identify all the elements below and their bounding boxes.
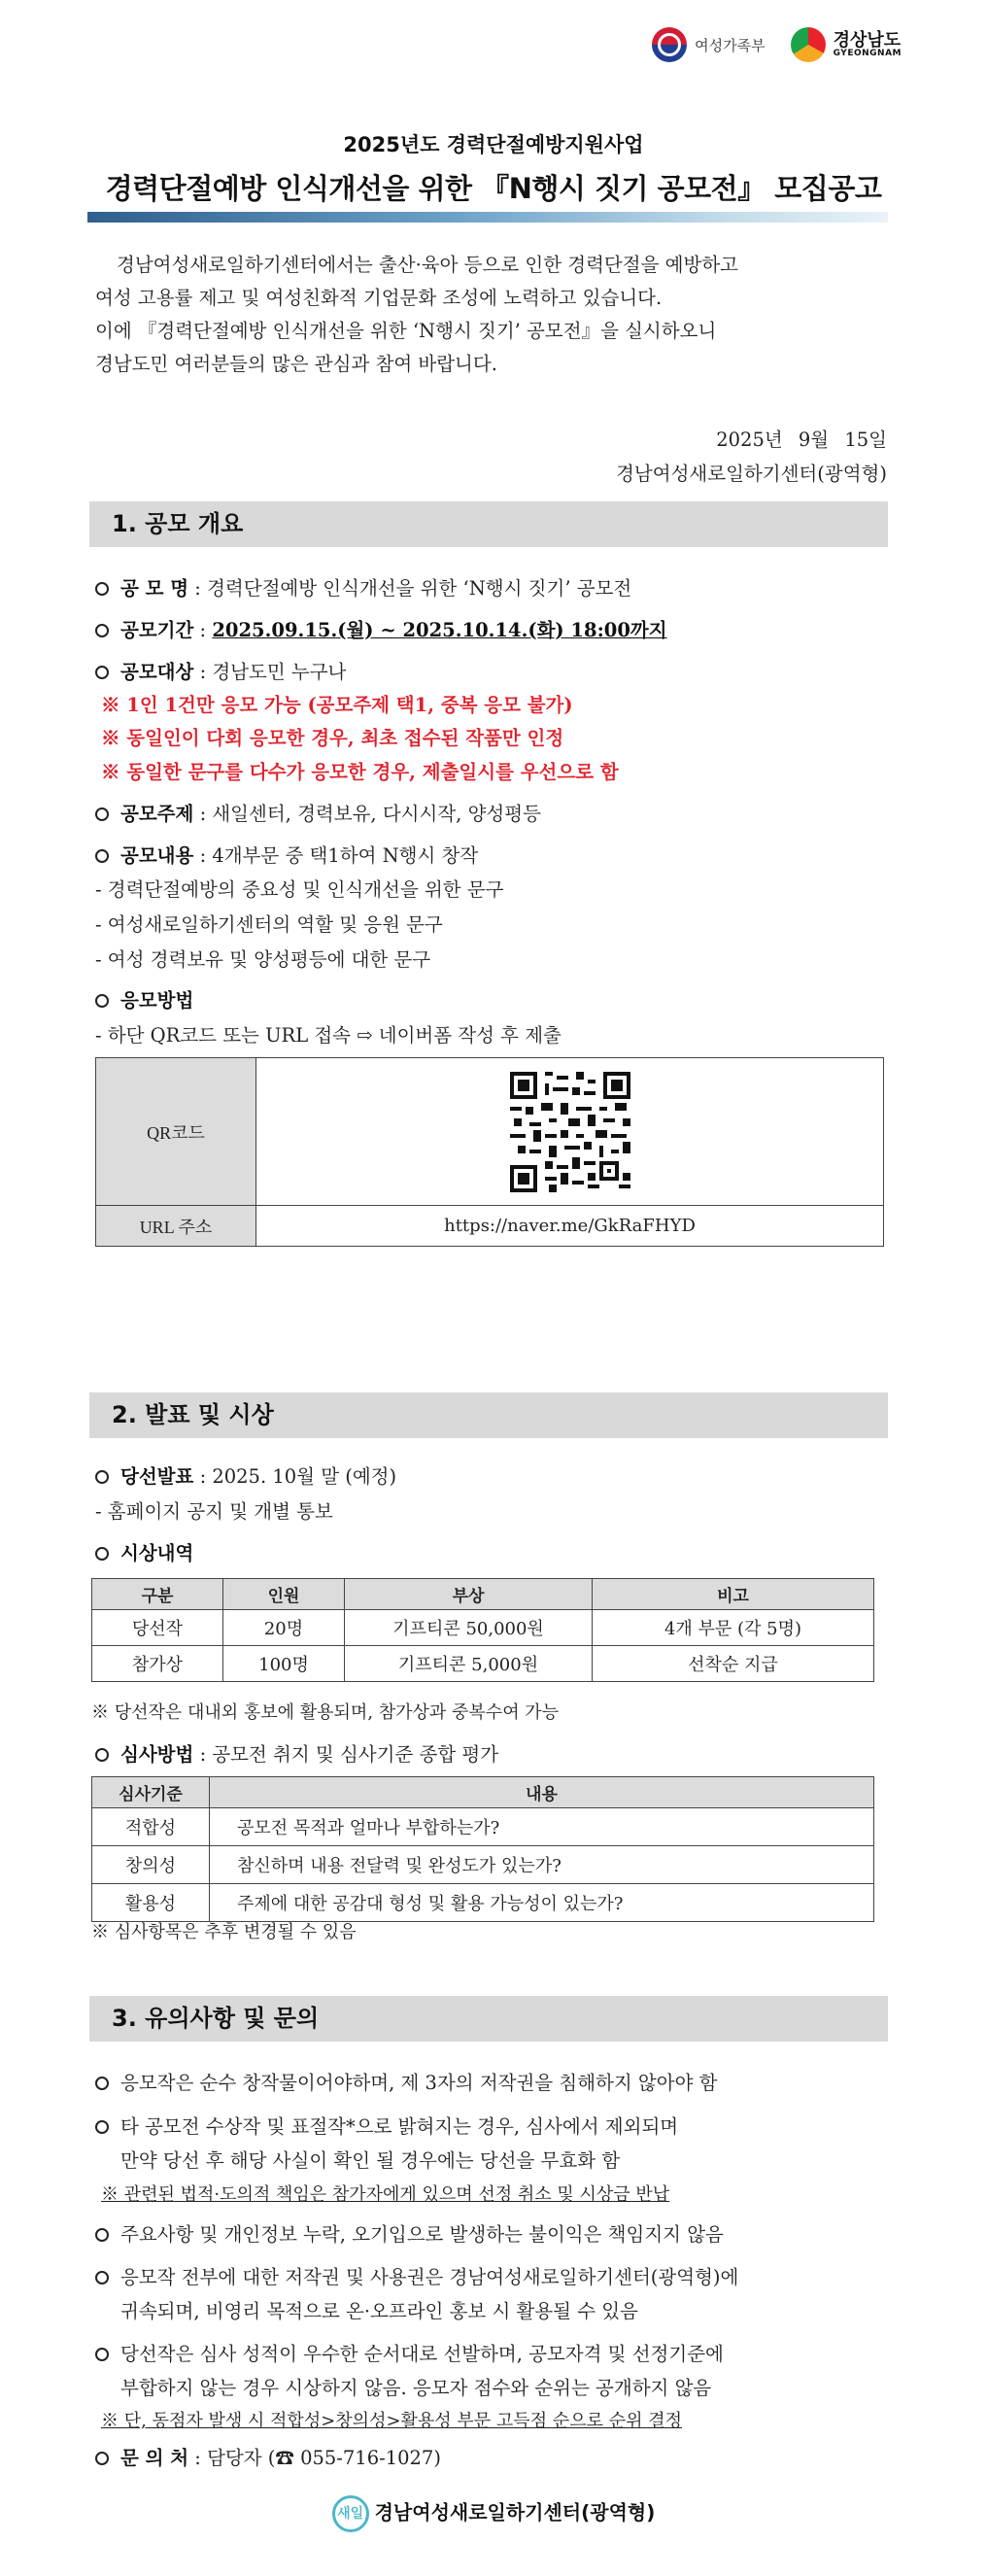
bullet-circle-icon <box>95 2077 109 2090</box>
caution-item <box>95 2219 724 2247</box>
row-label: 공 모 명 <box>120 577 189 600</box>
intro-line: 경남여성새로일하기센터에서는 출산·육아 등으로 인한 경력단절을 예방하고 <box>117 254 738 276</box>
warning-line: ※ 동일인이 다회 응모한 경우, 최초 접수된 작품만 인정 <box>101 727 564 749</box>
caution-text: 타 공모전 수상작 및 표절작*으로 밝혀지는 경우, 심사에서 제외되며 <box>120 2115 679 2138</box>
table-cell: 주제에 대한 공감대 형성 및 활용 가능성이 있는가? <box>210 1884 874 1922</box>
bullet-circle-icon <box>95 624 109 637</box>
row-label: 공모대상 <box>120 661 194 683</box>
table-cell: 참신하며 내용 전달력 및 완성도가 있는가? <box>210 1846 874 1884</box>
row-value: 2025.09.15.(월) ~ 2025.10.14.(화) 18:00까지 <box>212 619 667 641</box>
method-detail: - 하단 QR코드 또는 URL 접속 ⇨ 네이버폼 작성 후 제출 <box>95 1024 562 1047</box>
table-cell: 20명 <box>223 1610 345 1646</box>
table-cell: 참가상 <box>92 1646 223 1682</box>
table-cell: 활용성 <box>92 1884 210 1922</box>
intro-line: 이에 『경력단절예방 인식개선을 위한 ‘N행시 짓기’ 공모전』을 실시하오니 <box>95 320 717 342</box>
contest-period-row: 공모기간 : 2025.09.15.(월) ~ 2025.10.14.(화) 18:00까지 <box>95 615 667 642</box>
table-cell: 기프티콘 5,000원 <box>345 1646 593 1682</box>
table-header: 비고 <box>593 1579 874 1610</box>
contest-content-row <box>95 841 478 868</box>
qr-url-table <box>95 1057 884 1247</box>
table-cell: 4개 부문 (각 5명) <box>593 1610 874 1646</box>
caution-text: 응모작은 순수 창작물이어야하며, 제 3자의 저작권을 침해하지 않아야 함 <box>120 2072 718 2094</box>
table-row <box>92 1808 874 1846</box>
section-heading: 3. 유의사항 및 문의 <box>89 1996 888 2042</box>
content-item: - 경력단절예방의 중요성 및 인식개선을 위한 문구 <box>95 878 504 901</box>
row-value: : 공모전 취지 및 심사기준 종합 평가 <box>199 1743 499 1766</box>
caution-text-cont: 부합하지 않는 경우 시상하지 않음. 응모자 점수와 순위는 공개하지 않음 <box>120 2377 712 2399</box>
saeil-logo-icon: 새일 <box>332 2495 369 2532</box>
row-value: : 경남도민 누구나 <box>199 661 347 683</box>
header-logos <box>652 27 902 62</box>
award-note: ※ 당선작은 대내외 홍보에 활용되며, 참가상과 중복수여 가능 <box>91 1702 560 1723</box>
caution-text-cont: 귀속되며, 비영리 목적으로 온·오프라인 홍보 시 활용될 수 있음 <box>120 2300 638 2322</box>
row-value: : 2025. 10월 말 (예정) <box>199 1465 397 1488</box>
table-cell: 공모전 목적과 얼마나 부합하는가? <box>210 1808 874 1846</box>
bullet-circle-icon <box>95 1547 109 1561</box>
table-row <box>92 1846 874 1884</box>
warning-line: ※ 1인 1건만 응모 가능 (공모주제 택1, 중복 응모 불가) <box>101 694 573 716</box>
notice-subtitle: 2025년도 경력단절예방지원사업 <box>343 133 644 156</box>
bullet-circle-icon <box>95 1470 109 1484</box>
caution-text: 주요사항 및 개인정보 누락, 오기입으로 발생하는 불이익은 책임지지 않음 <box>120 2223 724 2246</box>
table-header: 내용 <box>210 1777 874 1808</box>
caution-note: ※ 관련된 법적·도의적 책임은 참가자에게 있으며 선정 취소 및 시상금 반납 <box>101 2184 670 2205</box>
bullet-circle-icon <box>95 849 109 863</box>
row-label: 공모기간 <box>120 619 194 641</box>
row-value: : 4개부문 중 택1하여 N행시 창작 <box>199 844 479 867</box>
caution-item <box>95 2262 738 2289</box>
table-header: 인원 <box>223 1579 345 1610</box>
content-item: - 여성새로일하기센터의 역할 및 응원 문구 <box>95 913 443 936</box>
bullet-circle-icon <box>95 666 109 679</box>
intro-line: 경남도민 여러분들의 많은 관심과 참여 바랍니다. <box>95 353 497 375</box>
caution-item <box>95 2339 724 2366</box>
table-cell: 기프티콘 50,000원 <box>345 1610 593 1646</box>
section-heading: 1. 공모 개요 <box>89 501 888 547</box>
judge-note: ※ 심사항목은 추후 변경될 수 있음 <box>91 1922 357 1942</box>
qr-code-cell <box>256 1058 884 1206</box>
contest-target-row <box>95 657 346 684</box>
content-item: - 여성 경력보유 및 양성평등에 대한 문구 <box>95 948 431 971</box>
section-heading: 2. 발표 및 시상 <box>89 1392 888 1438</box>
announce-note: - 홈페이지 공지 및 개별 통보 <box>95 1500 333 1523</box>
caution-note: ※ 단, 동점자 발생 시 적합성>창의성>활용성 부문 고득점 순으로 순위 결정 <box>101 2411 682 2431</box>
qr-code-icon[interactable] <box>506 1068 634 1196</box>
caution-item <box>95 2068 717 2095</box>
notice-org: 경남여성새로일하기센터(광역형) <box>616 463 887 485</box>
table-header: 심사기준 <box>92 1777 210 1808</box>
bullet-circle-icon <box>95 2120 109 2134</box>
footer-logo <box>0 2495 987 2532</box>
footer-org: 경남여성새로일하기센터(광역형) <box>374 2500 656 2524</box>
bullet-circle-icon <box>95 2452 109 2465</box>
gyeongnam-logo <box>791 27 902 62</box>
table-cell: 적합성 <box>92 1808 210 1846</box>
bullet-circle-icon <box>95 582 109 596</box>
url-link[interactable]: https://naver.me/GkRaFHYD <box>256 1206 884 1247</box>
announce-row <box>95 1461 396 1489</box>
judge-table <box>91 1776 874 1922</box>
judge-row <box>95 1739 498 1767</box>
award-row <box>95 1538 193 1565</box>
ministry-logo <box>652 27 765 62</box>
table-cell: 선착순 지급 <box>593 1646 874 1682</box>
bullet-circle-icon <box>95 2228 109 2242</box>
caution-text-cont: 만약 당선 후 해당 사실이 확인 될 경우에는 당선을 무효화 함 <box>120 2149 621 2172</box>
qr-label-cell: QR코드 <box>96 1058 256 1206</box>
gyeongnam-english: GYEONGNAM <box>833 48 902 58</box>
contest-topic-row <box>95 799 541 826</box>
table-row <box>92 1610 874 1646</box>
contest-name-row <box>95 573 631 601</box>
intro-line: 여성 고용률 제고 및 여성친화적 기업문화 조성에 노력하고 있습니다. <box>95 287 663 309</box>
notice-title: 경력단절예방 인식개선을 위한 『N행시 짓기 공모전』 모집공고 <box>105 172 882 205</box>
caution-text: 응모작 전부에 대한 저작권 및 사용권은 경남여성새로일하기센터(광역형)에 <box>120 2266 739 2288</box>
bullet-circle-icon <box>95 2271 109 2284</box>
caution-item <box>95 2112 678 2139</box>
contest-method-row <box>95 985 193 1013</box>
warning-line: ※ 동일한 문구를 다수가 응모한 경우, 제출일시를 우선으로 함 <box>101 761 619 783</box>
table-row <box>92 1646 874 1682</box>
table-row <box>92 1884 874 1922</box>
row-label: 공모내용 <box>120 844 194 867</box>
gyeongnam-korean: 경상남도 <box>833 29 902 51</box>
award-table <box>91 1578 874 1682</box>
row-label: 심사방법 <box>120 1743 194 1766</box>
intro-paragraph <box>95 249 884 381</box>
bullet-circle-icon <box>95 807 109 821</box>
row-label: 응모방법 <box>120 989 194 1012</box>
table-cell: 창의성 <box>92 1846 210 1884</box>
table-cell: 100명 <box>223 1646 345 1682</box>
table-cell: 당선작 <box>92 1610 223 1646</box>
caution-text: 당선작은 심사 성적이 우수한 순서대로 선발하며, 공모자격 및 선정기준에 <box>120 2343 724 2365</box>
table-header: 구분 <box>92 1579 223 1610</box>
taegeuk-icon <box>652 27 687 62</box>
bullet-circle-icon <box>95 994 109 1008</box>
row-label: 당선발표 <box>120 1465 194 1488</box>
title-gradient-bar <box>87 212 888 223</box>
row-value: : 경력단절예방 인식개선을 위한 ‘N행시 짓기’ 공모전 <box>194 577 632 600</box>
row-label: 문 의 처 <box>120 2447 189 2469</box>
bullet-circle-icon <box>95 1748 109 1762</box>
contact-value: : 담당자 (☎ 055-716-1027) <box>194 2447 441 2469</box>
gyeongnam-emblem-icon <box>791 27 826 62</box>
ministry-name: 여성가족부 <box>695 36 766 54</box>
row-label: 공모주제 <box>120 803 194 825</box>
row-value: : 새일센터, 경력보유, 다시시작, 양성평등 <box>199 803 541 825</box>
table-header: 부상 <box>345 1579 593 1610</box>
row-label: 시상내역 <box>120 1542 194 1564</box>
url-label-cell: URL 주소 <box>96 1206 256 1247</box>
contact-row <box>95 2443 441 2470</box>
notice-date: 2025년 9월 15일 <box>716 429 887 451</box>
bullet-circle-icon <box>95 2348 109 2361</box>
